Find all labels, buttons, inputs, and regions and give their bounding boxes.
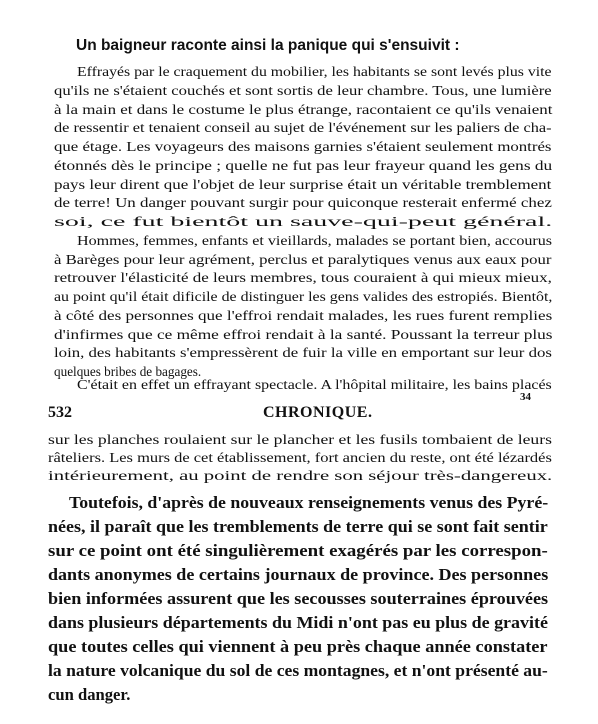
text-line: sur les planches roulaient sur le plancher et les fusils tombaient de leurs <box>48 432 552 447</box>
text-line: étonnés dès le principe ; quelle ne fut pas leur frayeur quand les gens du <box>54 158 553 173</box>
text-line: Hommes, femmes, enfants et vieillards, malades se portant bien, accourus <box>77 233 553 248</box>
text-line: de ressentir et tenaient conseil au sujet de l'événement sur les paliers de cha- <box>54 120 552 135</box>
text-line: à Barèges pour leur agrément, perclus et paralytiques venus aux eaux pour <box>54 252 552 267</box>
text-line: râteliers. Les murs de cet établissement, fort ancien du reste, ont été lézardés <box>48 450 552 465</box>
text-line: à la main et dans le costume le plus étrange, racontaient ce qu'ils venaient <box>54 102 553 117</box>
intro-heading: Un baigneur raconte ainsi la panique qui s'ensuivit : <box>76 37 460 54</box>
text-line: qu'ils ne s'étaient couchés et sont sortis de leur chambre. Tous, une lumière <box>54 83 552 98</box>
text-line: que étage. Les voyageurs des maisons garnies s'étaient seulement montrés <box>54 139 552 154</box>
text-line: que toutes celles qui viennent à peu près chaque année constater <box>48 637 548 656</box>
signature-mark: 34 <box>520 391 531 403</box>
text-line: la nature volcanique du sol de ces montagnes, et n'ont présenté au- <box>48 661 548 680</box>
page-number: 532 <box>48 404 72 421</box>
text-line: Effrayés par le craquement du mobilier, les habitants se sont levés plus vite <box>77 64 552 79</box>
text-line: nées, il paraît que les tremblements de terre qui se sont fait sentir <box>48 517 548 536</box>
text-line: pays leur dirent que l'objet de leur surprise était un véritable tremblement <box>54 177 552 192</box>
text-line: dants anonymes de certains journaux de province. Des personnes <box>48 565 549 584</box>
text-line: loin, des habitants s'empressèrent de fuir la ville en emportant sur leur dos <box>54 345 552 360</box>
text-line: sur ce point ont été singulièrement exagérés par les correspon- <box>48 541 548 560</box>
text-line: de terre! Un danger pouvant surgir pour quiconque resterait enfermé chez <box>54 195 552 210</box>
text-line: d'infirmes que ce même effroi rendait à la santé. Poussant la terreur plus <box>54 327 553 342</box>
text-line: soi, ce fut bientôt un sauve-qui-peut général. <box>54 214 553 229</box>
text-line: au point qu'il était dificile de distinguer les gens valides des estropiés. Bientôt, <box>54 289 553 304</box>
text-line: Toutefois, d'après de nouveaux renseignements venus des Pyré- <box>69 493 549 512</box>
text-line: quelques bribes de bagages. <box>54 364 202 379</box>
text-line: dans plusieurs départements du Midi n'ont pas eu plus de gravité <box>48 613 548 632</box>
text-line: à côté des personnes que l'effroi rendait malades, les rues furent remplies <box>54 308 553 323</box>
text-line: intérieurement, au point de rendre son séjour très-dangereux. <box>48 468 553 483</box>
text-line: cun danger. <box>48 685 131 704</box>
text-line: C'était en effet un effrayant spectacle. A l'hôpital militaire, les bains placés <box>77 377 552 392</box>
text-line: retrouver l'élasticité de leurs membres, tous couraient à qui mieux mieux, <box>54 270 552 285</box>
running-title: CHRONIQUE. <box>263 404 373 421</box>
text-line: bien informées assurent que les secousses souterraines éprouvées <box>48 589 549 608</box>
